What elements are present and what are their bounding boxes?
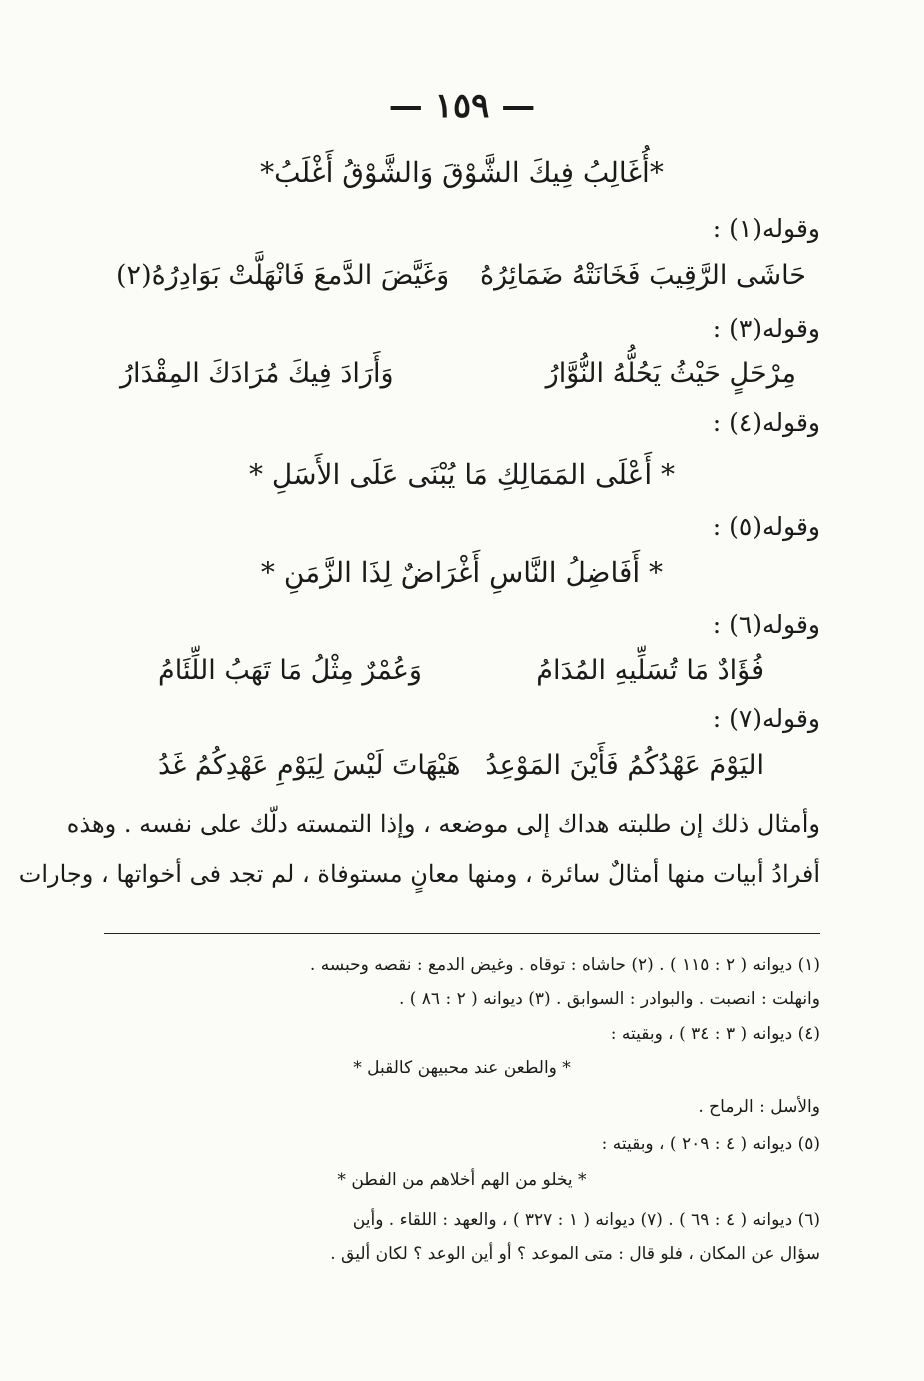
prose-line: أفرادُ أبيات منها أمثالٌ سائرة ، ومنها معانٍ مستوفاة ، لم تجد فى أخواتها ، وجارات <box>18 860 820 888</box>
couplet-left-hemistich: وَغَيَّضَ الدَّمعَ فَانْهَلَّتْ بَوَادِرُهُ(٢) <box>116 260 450 291</box>
footnote-divider <box>104 933 820 934</box>
verse-hemistich: * أَفَاضِلُ النَّاسِ أَغْرَاضٌ لِذَا الزَّمَنِ * <box>260 556 664 589</box>
verse-intro: وقوله(١) : <box>712 214 820 243</box>
verse-intro: وقوله(٦) : <box>712 610 820 639</box>
couplet-left-hemistich: وَعُمْرٌ مِثْلُ مَا تَهَبُ اللِّئَامُ <box>158 655 422 686</box>
verse-intro: وقوله(٥) : <box>712 512 820 541</box>
footnote-line: (٥) ديوانه ( ٤ : ٢٠٩ ) ، وبقيته : <box>601 1134 820 1154</box>
verse-intro: وقوله(٣) : <box>712 314 820 343</box>
footnote-line: والأسل : الرماح . <box>698 1097 820 1117</box>
verse-couplet <box>116 260 806 300</box>
page-number: — ١٥٩ — <box>388 86 536 126</box>
verse-couplet <box>158 750 764 790</box>
couplet-right-hemistich: مِرْحَلٍ حَيْثُ يَحُلُّهُ النُّوَّارُ <box>545 358 796 389</box>
couplet-right-hemistich: فُؤَادٌ مَا تُسَلِّيهِ المُدَامُ <box>536 655 764 686</box>
footnote-line: وانهلت : انصبت . والبوادر : السوابق . (٣) ديوانه ( ٢ : ٨٦ ) . <box>398 989 820 1009</box>
footnote-line: (٤) ديوانه ( ٣ : ٣٤ ) ، وبقيته : <box>610 1024 820 1044</box>
footnote-verse: * يخلو من الهم أخلاهم من الفطن * <box>337 1170 587 1190</box>
prose-line: وأمثال ذلك إن طلبته هداك إلى موضعه ، وإذا التمسته دلّك على نفسه . وهذه <box>66 810 820 838</box>
couplet-right-hemistich: حَاشَى الرَّقِيبَ فَخَانَتْهُ ضَمَائِرُهُ <box>479 260 806 291</box>
verse-hemistich: *أُغَالِبُ فِيكَ الشَّوْقَ وَالشَّوْقُ أَغْلَبُ* <box>260 156 664 189</box>
verse-intro: وقوله(٤) : <box>712 408 820 437</box>
footnote-line: (٦) ديوانه ( ٤ : ٦٩ ) . (٧) ديوانه ( ١ : ٣٢٧ ) ، والعهد : اللقاء . وأين <box>352 1210 820 1230</box>
verse-hemistich: * أَعْلَى المَمَالِكِ مَا يُبْنَى عَلَى الأَسَلِ * <box>248 458 676 491</box>
footnote-line: (١) ديوانه ( ٢ : ١١٥ ) . (٢) حاشاه : توقاه . وغيض الدمع : نقصه وحبسه . <box>309 955 820 975</box>
footnote-line: سؤال عن المكان ، فلو قال : متى الموعد ؟ أو أين الوعد ؟ لكان أليق . <box>330 1244 820 1264</box>
verse-couplet <box>120 358 796 398</box>
footnote-verse: * والطعن عند محبيهن كالقبل * <box>353 1058 571 1078</box>
couplet-right-hemistich: اليَوْمَ عَهْدُكُمُ فَأَيْنَ المَوْعِدُ <box>485 750 764 781</box>
verse-intro: وقوله(٧) : <box>712 704 820 733</box>
couplet-left-hemistich: هَيْهَاتَ لَيْسَ لِيَوْمِ عَهْدِكُمُ غَدُ <box>158 750 461 781</box>
couplet-left-hemistich: وَأَرَادَ فِيكَ مُرَادَكَ المِقْدَارُ <box>120 358 394 389</box>
verse-couplet <box>158 655 764 695</box>
